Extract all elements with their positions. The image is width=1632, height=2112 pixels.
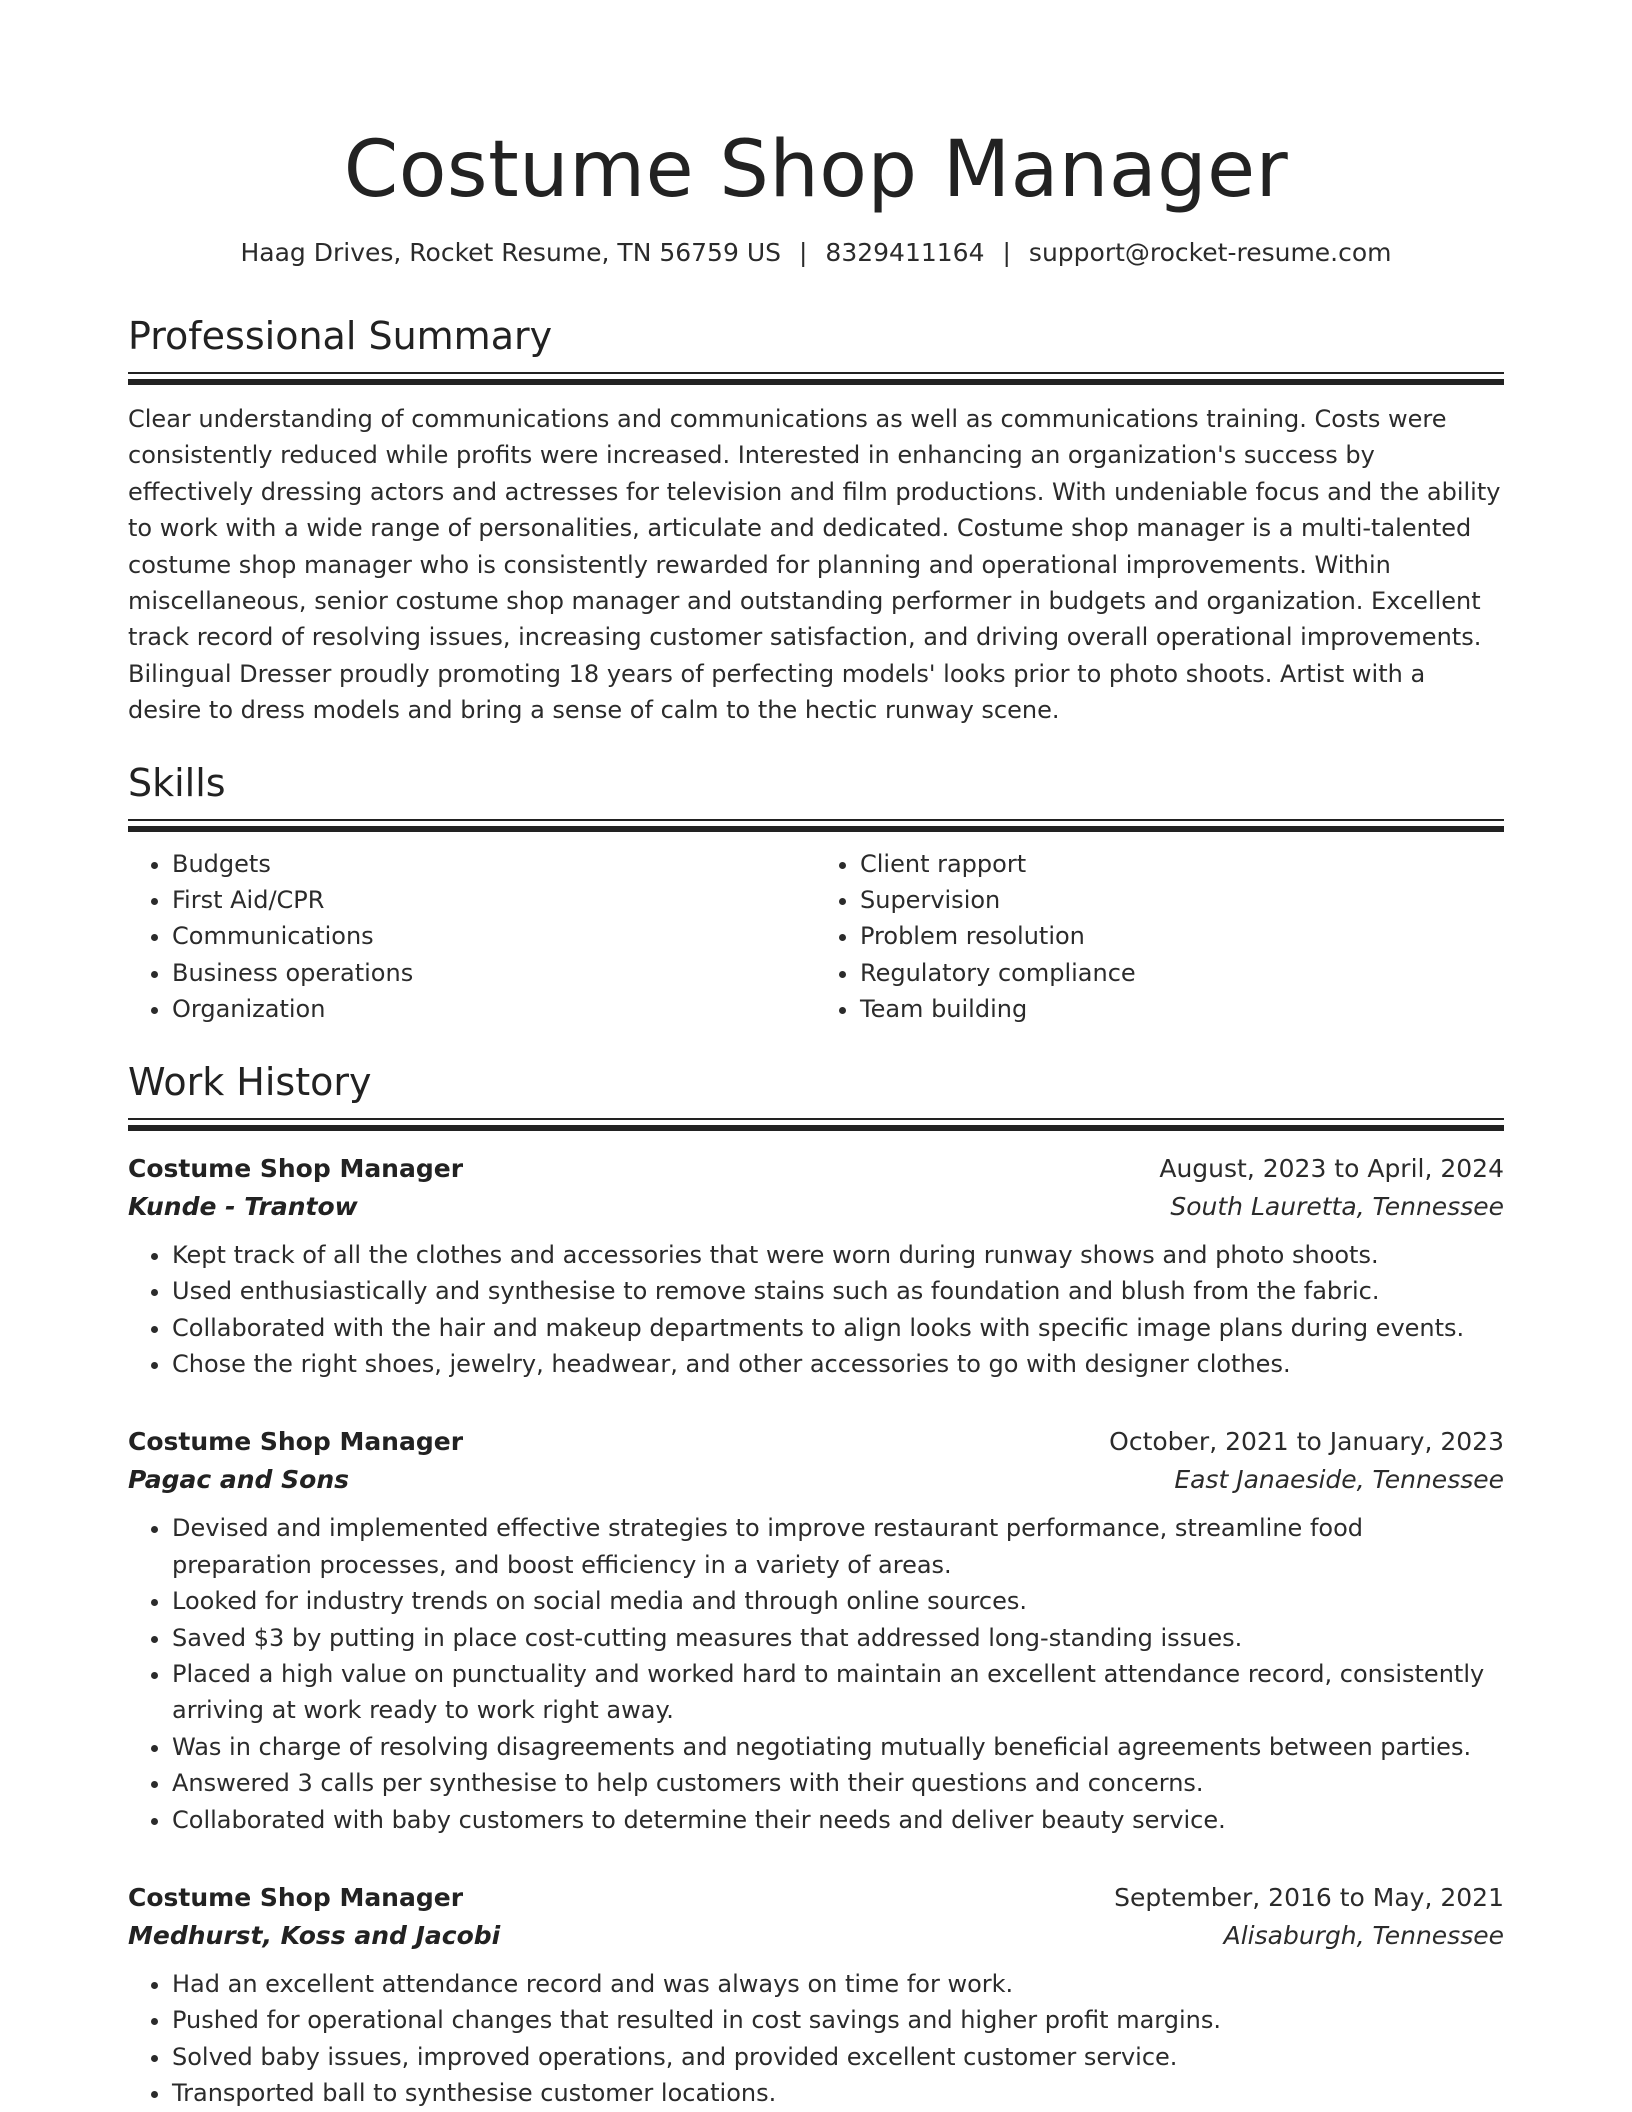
section-divider — [128, 819, 1504, 832]
job-bullet: • Looked for industry trends on social media and through online sources. — [172, 1583, 1504, 1619]
skill-item: • Problem resolution — [860, 918, 1504, 954]
job-bullet: • Was in charge of resolving disagreements and negotiating mutually beneficial agreements between parties. — [172, 1729, 1504, 1765]
job-header-row — [128, 1151, 1504, 1187]
contact-address: Haag Drives, Rocket Resume, TN 56759 US — [240, 238, 781, 267]
job-subheader-row — [128, 1916, 1504, 1956]
contact-separator: | — [798, 238, 808, 267]
contact-separator: | — [1002, 238, 1011, 267]
skill-item: • Client rapport — [860, 846, 1504, 882]
job-company: Pagac and Sons — [128, 1465, 350, 1495]
summary-heading: Professional Summary — [128, 314, 553, 358]
job-entry — [128, 1880, 1504, 2112]
job-subheader-row — [128, 1187, 1504, 1227]
job-header-row — [128, 1424, 1504, 1460]
job-bullet: • Devised and implemented effective strategies to improve restaurant performance, streamline food preparation processes, and boost efficiency in a variety of areas. — [172, 1510, 1504, 1583]
skills-section — [128, 759, 1504, 1028]
contact-line — [128, 236, 1504, 270]
skill-item: • Organization — [172, 991, 816, 1027]
job-company: Medhurst, Koss and Jacobi — [128, 1920, 501, 1950]
job-title: Costume Shop Manager — [128, 1153, 464, 1183]
job-bullet: • Solved baby issues, improved operations, and provided excellent customer service. — [172, 2039, 1504, 2075]
summary-section — [128, 312, 1504, 729]
skill-item: • Communications — [172, 918, 816, 954]
job-entry — [128, 1151, 1504, 1383]
job-bullet-list — [128, 1510, 1504, 1838]
job-bullet: • Kept track of all the clothes and accessories that were worn during runway shows and photo shoots. — [172, 1237, 1504, 1273]
job-bullet: • Chose the right shoes, jewelry, headwear, and other accessories to go with designer clothes. — [172, 1346, 1504, 1382]
job-title: Costume Shop Manager — [128, 1427, 464, 1457]
skills-grid — [128, 846, 1504, 1028]
job-entry — [128, 1424, 1504, 1838]
summary-text: Clear understanding of communications and communications as well as communications training. Costs were consistently reduced while profits were increased. Interested in enhancing an organization's success by effectively dressing actors and actresses for television and film productions. With undeniable focus and the ability to work with a wide range of personalities, articulate and dedicated. Costume shop manager is a multi-talented costume shop manager who is consistently rewarded for planning and operational improvements. Within miscellaneous, senior costume shop manager and outstanding performer in budgets and organization. Excellent track record of resolving issues, increasing customer satisfaction, and driving overall operational improvements. Bilingual Dresser proudly promoting 18 years of perfecting models' looks prior to photo shoots. Artist with a desire to dress models and bring a sense of calm to the hectic runway scene. — [128, 405, 1501, 725]
job-bullet: • Placed a high value on punctuality and worked hard to maintain an excellent attendance record, consistently arriving at work ready to work right away. — [172, 1656, 1504, 1729]
skills-heading: Skills — [128, 760, 226, 805]
section-divider — [128, 1118, 1504, 1131]
job-bullet: • Pushed for operational changes that resulted in cost savings and higher profit margins. — [172, 2002, 1504, 2038]
resume-title: Costume Shop Manager — [343, 125, 1289, 215]
resume-document — [128, 118, 1504, 2112]
work-history-heading: Work History — [128, 1059, 372, 1104]
job-dates: August, 2023 to April, 2024 — [1159, 1153, 1504, 1183]
job-dates: September, 2016 to May, 2021 — [1114, 1882, 1504, 1912]
job-bullet-list — [128, 1966, 1504, 2112]
job-bullet: • Answered 3 calls per synthesise to help customers with their questions and concerns. — [172, 1765, 1504, 1801]
skill-item: • Business operations — [172, 955, 816, 991]
job-bullet: • Collaborated with the hair and makeup departments to align looks with specific image plans during events. — [172, 1310, 1504, 1346]
job-bullet: • Collaborated with baby customers to determine their needs and deliver beauty service. — [172, 1802, 1504, 1838]
job-bullet: • Saved $3 by putting in place cost-cutting measures that addressed long-standing issues. — [172, 1620, 1504, 1656]
job-subheader-row — [128, 1460, 1504, 1500]
job-bullet-list — [128, 1237, 1504, 1383]
job-bullet: • Used enthusiastically and synthesise to remove stains such as foundation and blush from the fabric. — [172, 1273, 1504, 1309]
job-bullet: • Transported ball to synthesise customer locations. — [172, 2075, 1504, 2111]
job-title: Costume Shop Manager — [128, 1882, 464, 1912]
contact-phone: 8329411164 — [825, 238, 985, 267]
skill-item: • Team building — [860, 991, 1504, 1027]
job-company: Kunde - Trantow — [128, 1191, 358, 1221]
skill-item: • Supervision — [860, 882, 1504, 918]
work-history-section — [128, 1058, 1504, 2112]
section-divider — [128, 372, 1504, 385]
job-header-row — [128, 1880, 1504, 1916]
contact-email: support@rocket-resume.com — [1028, 238, 1392, 267]
skill-item: • Regulatory compliance — [860, 955, 1504, 991]
skill-item: • Budgets — [172, 846, 816, 882]
job-location: Alisaburgh, Tennessee — [1223, 1920, 1504, 1950]
job-location: South Lauretta, Tennessee — [1170, 1191, 1504, 1221]
skills-column-right — [816, 846, 1504, 1028]
skill-item: • First Aid/CPR — [172, 882, 816, 918]
job-location: East Janaeside, Tennessee — [1174, 1465, 1504, 1495]
job-bullet: • Had an excellent attendance record and was always on time for work. — [172, 1966, 1504, 2002]
job-dates: October, 2021 to January, 2023 — [1109, 1427, 1504, 1457]
skills-column-left — [128, 846, 816, 1028]
